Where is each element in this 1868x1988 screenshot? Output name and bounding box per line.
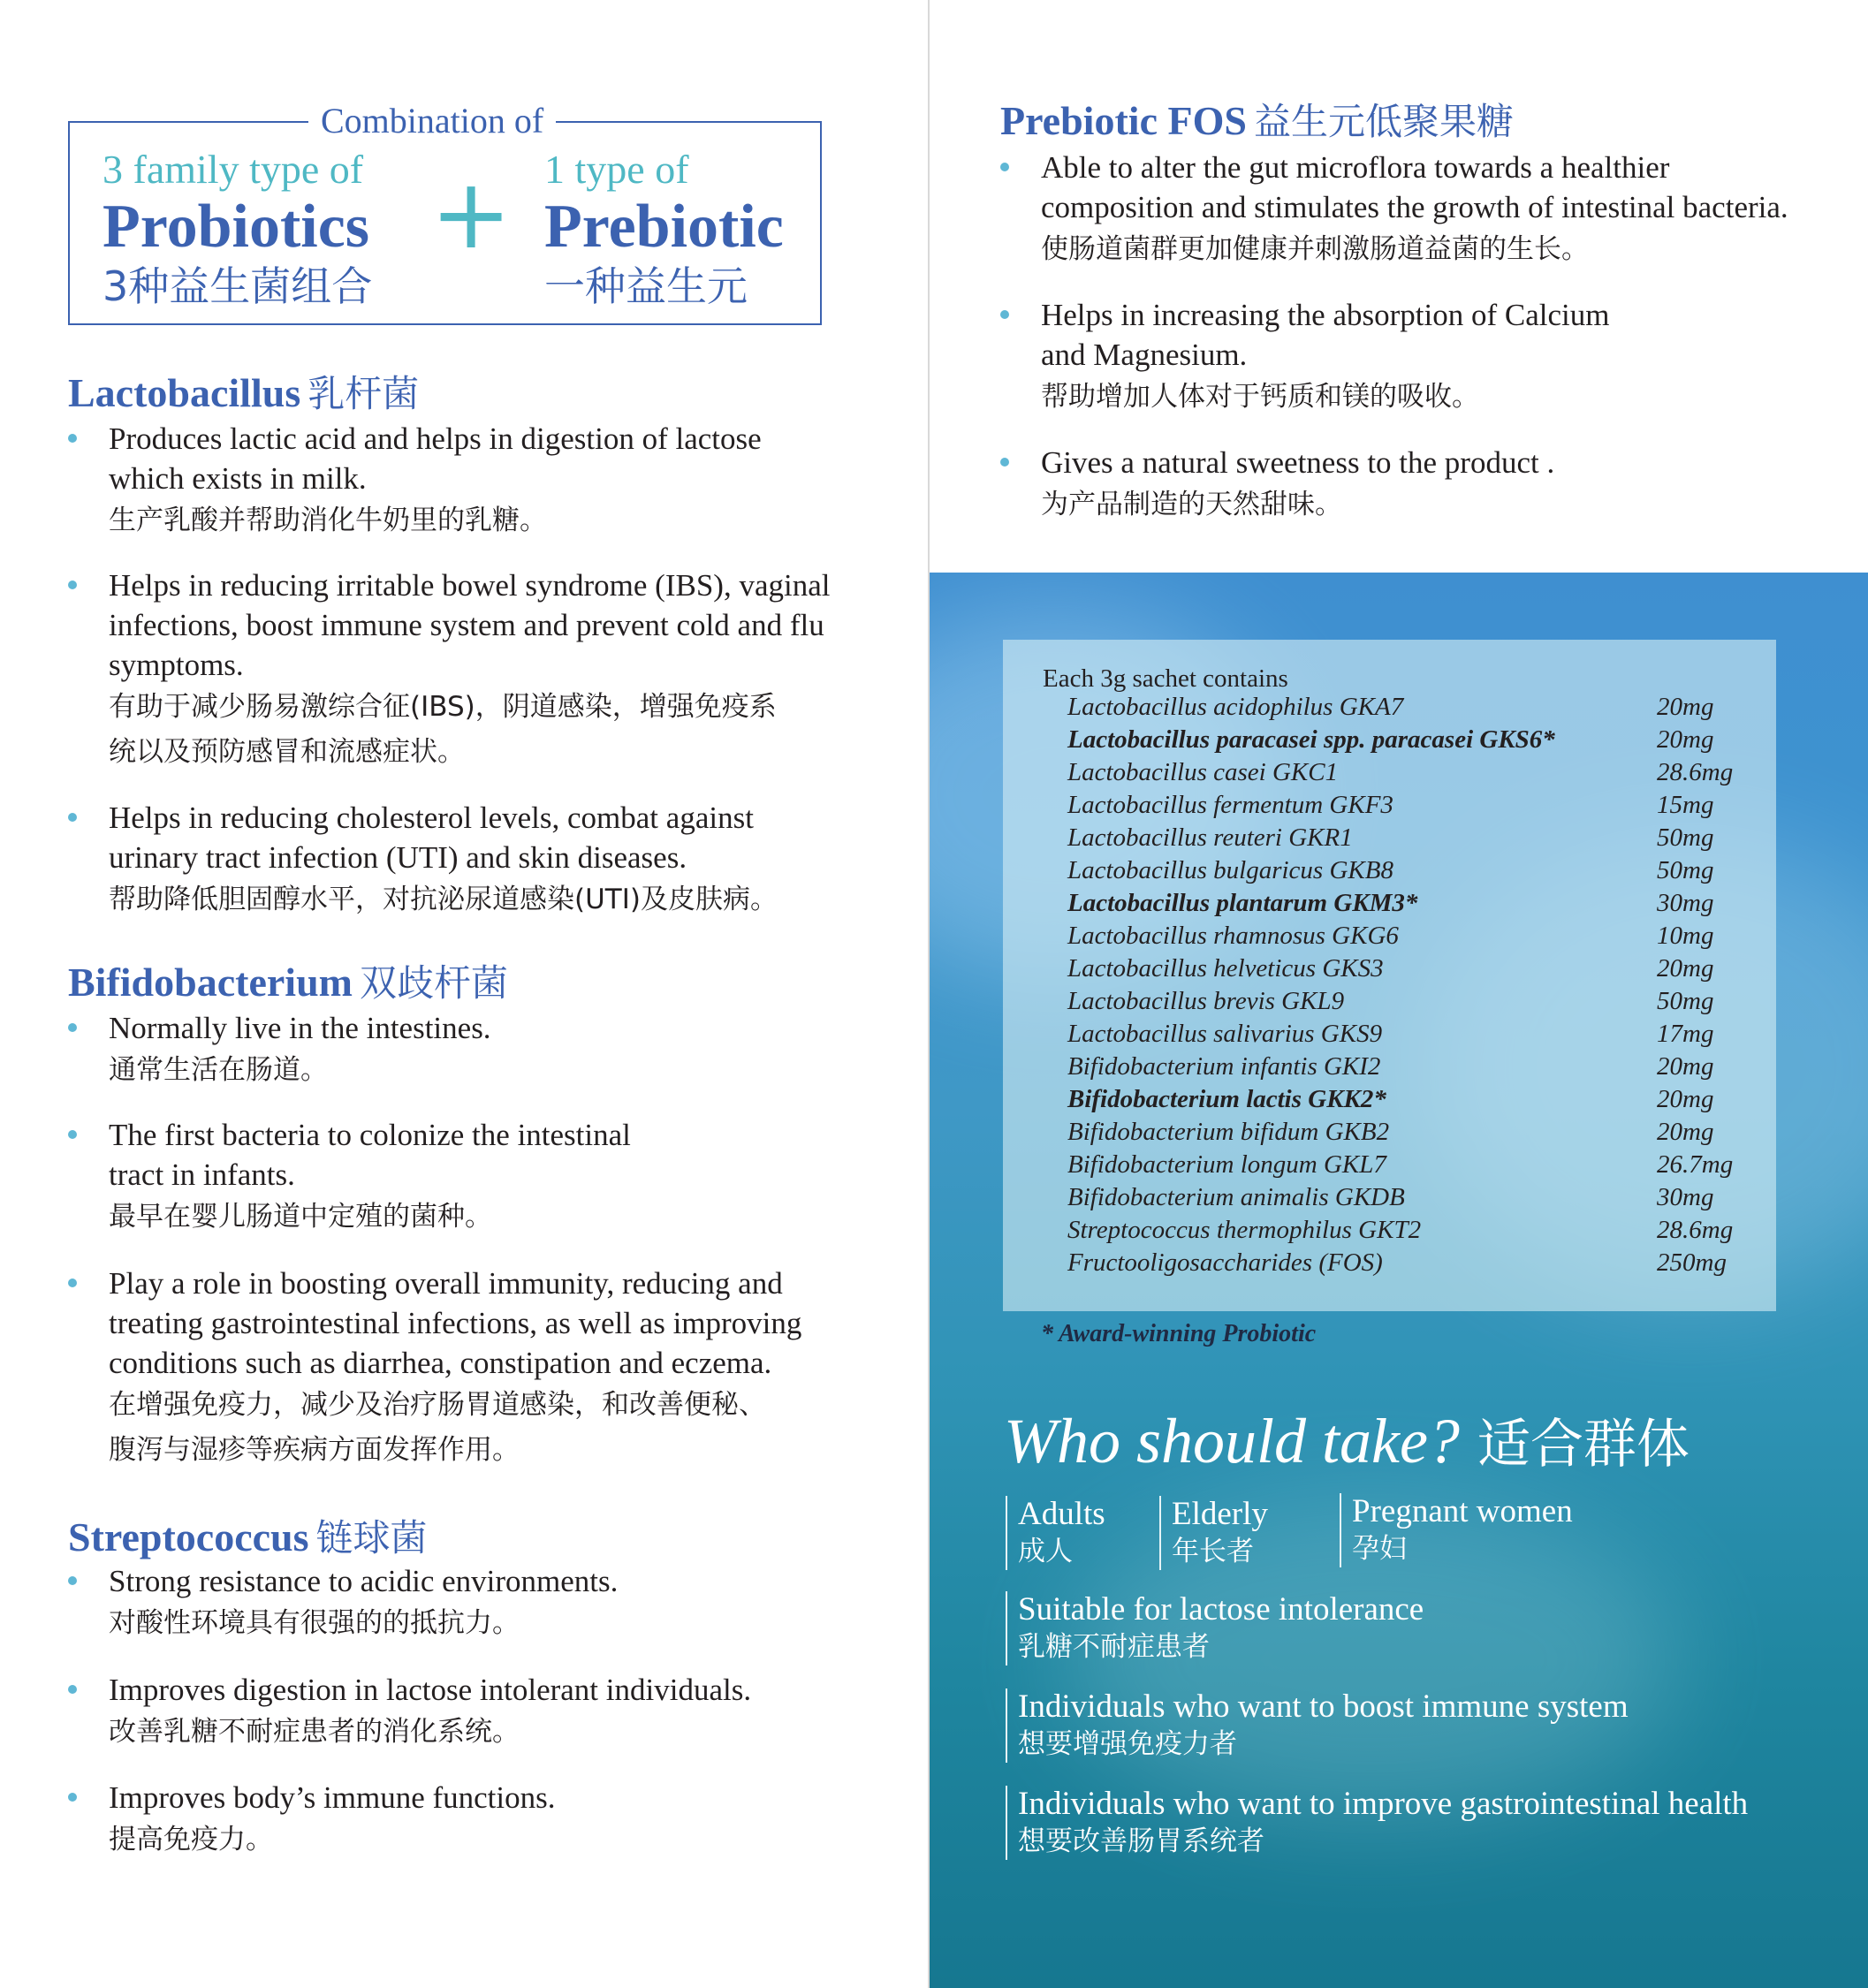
prebiotic-heading: Prebiotic: [544, 193, 784, 261]
ingredient-name: Bifidobacterium infantis GKI2: [1067, 1052, 1381, 1081]
bullet-text: Produces lactic acid and helps in digestion of lactose: [109, 421, 762, 456]
bullet-text: infections, boost immune system and prevent cold and flu: [109, 608, 824, 642]
group-lactose-intolerance: [1006, 1591, 1424, 1666]
ingredient-name: Lactobacillus reuteri GKR1: [1067, 823, 1353, 852]
lactobacillus-title: [68, 369, 419, 418]
table-row: [1067, 887, 1757, 920]
who-title-en: Who should take?: [1004, 1406, 1460, 1476]
probiotics-heading-cn: 3种益生菌组合: [103, 262, 373, 310]
table-row: [1067, 1051, 1757, 1083]
bifidobacterium-bullet-1: [109, 1008, 491, 1093]
ingredient-name: Lactobacillus fermentum GKF3: [1067, 791, 1393, 819]
who-title-cn: 适合群体: [1477, 1414, 1690, 1476]
group-label-cn: 孕妇: [1352, 1533, 1407, 1565]
bifidobacterium-bullet-2: [109, 1115, 631, 1240]
prebiotic-fos-bullet-3: [1041, 443, 1554, 527]
bullet-text-cn: 使肠道菌群更加健康并刺激肠道益菌的生长。: [1041, 233, 1589, 265]
bullet-dot-icon: [68, 1576, 77, 1585]
lactobacillus-bullet-2: [109, 565, 830, 775]
prebiotic-heading-cn: 一种益生元: [544, 262, 748, 310]
streptococcus-title-cn: 链球菌: [315, 1516, 428, 1559]
bullet-text: symptoms.: [109, 648, 244, 682]
bullet-text: Strong resistance to acidic environments.: [109, 1564, 619, 1598]
bullet-text: urinary tract infection (UTI) and skin diseases.: [109, 840, 687, 875]
bullet-dot-icon: [68, 1130, 77, 1139]
bullet-dot-icon: [68, 434, 77, 443]
probiotics-block: [103, 148, 372, 310]
ingredient-amount: 50mg: [1657, 856, 1714, 884]
prebiotic-subtitle: 1 type of: [544, 147, 689, 192]
bullet-text: treating gastrointestinal infections, as well as improving: [109, 1306, 802, 1340]
group-label: Pregnant women: [1352, 1493, 1573, 1529]
table-row: [1067, 1018, 1757, 1051]
ingredient-name: Lactobacillus helveticus GKS3: [1067, 954, 1384, 983]
bullet-text: and Magnesium.: [1041, 338, 1248, 372]
group-label-cn: 想要增强免疫力者: [1018, 1728, 1237, 1760]
lactobacillus-bullet-3: [109, 798, 778, 922]
bullet-text: Improves digestion in lactose intolerant individuals.: [109, 1673, 752, 1707]
ingredient-name: Bifidobacterium bifidum GKB2: [1067, 1118, 1390, 1146]
ingredient-name: Lactobacillus salivarius GKS9: [1067, 1020, 1383, 1048]
bullet-text-cn: 统以及预防感冒和流感症状。: [109, 736, 465, 768]
group-label-cn: 想要改善肠胃系统者: [1018, 1825, 1264, 1857]
bullet-text: conditions such as diarrhea, constipation and eczema.: [109, 1346, 772, 1380]
who-should-take-title: [1004, 1403, 1690, 1483]
ingredient-amount: 250mg: [1657, 1248, 1727, 1277]
table-row: [1067, 756, 1757, 789]
ingredient-amount: 50mg: [1657, 987, 1714, 1015]
bullet-dot-icon: [68, 1793, 77, 1802]
bullet-text-cn: 提高免疫力。: [109, 1824, 273, 1855]
ingredients-table: [1003, 640, 1776, 1311]
bullet-text-cn: 帮助增加人体对于钙质和镁的吸收。: [1041, 381, 1479, 413]
bullet-text: The first bacteria to colonize the intestinal: [109, 1118, 631, 1152]
ingredient-amount: 28.6mg: [1657, 758, 1734, 786]
prebiotic-fos-title: [1000, 97, 1514, 146]
table-row: [1067, 1083, 1757, 1116]
right-column: [930, 0, 1868, 1988]
bullet-text-cn: 为产品制造的天然甜味。: [1041, 489, 1342, 520]
bullet-text-cn: 有助于减少肠易激综合征(IBS)，阴道感染，增强免疫系: [109, 691, 777, 723]
bullet-text-cn: 腹泻与湿疹等疾病方面发挥作用。: [109, 1434, 520, 1466]
bullet-dot-icon: [1000, 163, 1009, 171]
bullet-text-cn: 改善乳糖不耐症患者的消化系统。: [109, 1716, 520, 1748]
bullet-text-cn: 在增强免疫力，减少及治疗肠胃道感染，和改善便秘、: [109, 1389, 766, 1421]
bullet-dot-icon: [68, 1023, 77, 1032]
bifidobacterium-title: [68, 959, 508, 1007]
bullet-dot-icon: [68, 1685, 77, 1694]
bifidobacterium-title-cn: 双歧杆菌: [359, 961, 508, 1005]
combination-caption: Combination of: [308, 100, 556, 142]
group-gastrointestinal-health: [1006, 1786, 1748, 1860]
bullet-dot-icon: [68, 813, 77, 822]
lactobacillus-title-en: Lactobacillus: [68, 370, 301, 415]
prebiotic-fos-bullet-2: [1041, 295, 1609, 420]
bullet-dot-icon: [68, 580, 77, 589]
table-row: [1067, 1214, 1757, 1247]
streptococcus-bullet-2: [109, 1670, 751, 1755]
bullet-text-cn: 通常生活在肠道。: [109, 1054, 328, 1086]
probiotics-heading: Probiotics: [103, 193, 370, 261]
bullet-text-cn: 对酸性环境具有很强的的抵抗力。: [109, 1607, 520, 1639]
table-row: [1067, 952, 1757, 985]
group-label: Suitable for lactose intolerance: [1018, 1591, 1424, 1628]
streptococcus-section: [68, 1514, 428, 1562]
table-row: [1067, 789, 1757, 822]
ingredient-amount: 30mg: [1657, 1183, 1714, 1211]
ingredient-name: Bifidobacterium longum GKL7: [1067, 1150, 1386, 1179]
ingredient-name: Lactobacillus plantarum GKM3*: [1067, 889, 1418, 917]
streptococcus-bullet-3: [109, 1778, 556, 1863]
plus-icon: +: [430, 157, 513, 270]
bifidobacterium-bullet-3: [109, 1263, 801, 1473]
bullet-dot-icon: [1000, 310, 1009, 319]
group-label: Adults: [1018, 1496, 1105, 1532]
group-label: Elderly: [1172, 1496, 1268, 1532]
ingredient-amount: 20mg: [1657, 693, 1714, 721]
ingredient-name: Bifidobacterium animalis GKDB: [1067, 1183, 1405, 1211]
ingredient-name: Lactobacillus bulgaricus GKB8: [1067, 856, 1393, 884]
lactobacillus-bullet-1: [109, 419, 762, 543]
ingredient-amount: 30mg: [1657, 889, 1714, 917]
group-label-cn: 年长者: [1172, 1536, 1254, 1567]
bullet-text: composition and stimulates the growth of intestinal bacteria.: [1041, 190, 1788, 224]
group-pregnant-women: [1340, 1493, 1573, 1567]
bullet-text: Improves body’s immune functions.: [109, 1780, 556, 1815]
ingredient-name: Bifidobacterium lactis GKK2*: [1067, 1085, 1386, 1113]
bullet-dot-icon: [68, 1279, 77, 1287]
table-row: [1067, 724, 1757, 756]
ingredient-amount: 20mg: [1657, 1052, 1714, 1081]
ingredient-name: Lactobacillus brevis GKL9: [1067, 987, 1345, 1015]
prebiotic-block: [544, 148, 784, 310]
bullet-text: Gives a natural sweetness to the product .: [1041, 445, 1555, 480]
table-row: [1067, 1149, 1757, 1181]
bullet-text: Helps in reducing irritable bowel syndrome (IBS), vaginal: [109, 568, 831, 603]
ingredient-amount: 26.7mg: [1657, 1150, 1734, 1179]
prebiotic-fos-title-cn: 益生元低聚果糖: [1253, 100, 1514, 143]
ingredient-amount: 20mg: [1657, 954, 1714, 983]
group-label-cn: 乳糖不耐症患者: [1018, 1631, 1210, 1663]
ingredient-name: Fructooligosaccharides (FOS): [1067, 1248, 1383, 1277]
table-row: [1067, 985, 1757, 1018]
table-row: [1067, 691, 1757, 724]
bullet-text: Able to alter the gut microflora towards a healthier: [1041, 150, 1670, 185]
ingredients-panel: [930, 573, 1868, 1988]
group-label-cn: 成人: [1018, 1536, 1073, 1567]
bullet-dot-icon: [1000, 458, 1009, 467]
streptococcus-bullet-1: [109, 1561, 618, 1646]
group-label: Individuals who want to boost immune system: [1018, 1688, 1629, 1725]
group-elderly: [1159, 1496, 1268, 1570]
ingredient-amount: 50mg: [1657, 823, 1714, 852]
ingredient-name: Lactobacillus rhamnosus GKG6: [1067, 922, 1399, 950]
bullet-text: which exists in milk.: [109, 461, 367, 496]
streptococcus-title-en: Streptococcus: [68, 1514, 309, 1559]
ingredient-name: Streptococcus thermophilus GKT2: [1067, 1216, 1422, 1244]
table-row: [1067, 1116, 1757, 1149]
lactobacillus-section: [68, 369, 419, 418]
bullet-text: Helps in reducing cholesterol levels, combat against: [109, 801, 754, 835]
table-heading: Each 3g sachet contains: [1043, 664, 1288, 693]
ingredient-amount: 28.6mg: [1657, 1216, 1734, 1244]
left-column: [0, 0, 928, 1988]
bullet-text-cn: 最早在婴儿肠道中定殖的菌种。: [109, 1201, 492, 1233]
streptococcus-title: [68, 1514, 428, 1562]
table-row: [1067, 920, 1757, 952]
bullet-text-cn: 生产乳酸并帮助消化牛奶里的乳糖。: [109, 505, 547, 536]
bullet-text-cn: 帮助降低胆固醇水平，对抗泌尿道感染(UTI)及皮肤病。: [109, 884, 778, 915]
table-row: [1067, 1181, 1757, 1214]
lactobacillus-title-cn: 乳杆菌: [308, 372, 420, 415]
ingredient-amount: 20mg: [1657, 1118, 1714, 1146]
bifidobacterium-title-en: Bifidobacterium: [68, 960, 353, 1005]
prebiotic-fos-panel: [930, 0, 1868, 573]
group-adults: [1006, 1496, 1105, 1570]
prebiotic-fos-title-en: Prebiotic FOS: [1000, 98, 1247, 143]
ingredient-amount: 10mg: [1657, 922, 1714, 950]
ingredient-name: Lactobacillus casei GKC1: [1067, 758, 1339, 786]
table-row: [1067, 854, 1757, 887]
bifidobacterium-section: [68, 959, 508, 1007]
combination-box: [68, 101, 822, 325]
table-row: [1067, 822, 1757, 854]
award-note: * Award-winning Probiotic: [1041, 1320, 1317, 1347]
ingredient-amount: 20mg: [1657, 725, 1714, 754]
group-immune-system: [1006, 1688, 1629, 1763]
bullet-text: Normally live in the intestines.: [109, 1011, 491, 1045]
ingredient-amount: 20mg: [1657, 1085, 1714, 1113]
prebiotic-fos-section: [1000, 97, 1514, 146]
bullet-text: Helps in increasing the absorption of Calcium: [1041, 298, 1610, 332]
ingredient-name: Lactobacillus paracasei spp. paracasei GKS6*: [1067, 725, 1555, 754]
table-row: [1067, 1247, 1757, 1279]
group-label: Individuals who want to improve gastrointestinal health: [1018, 1786, 1749, 1822]
bullet-text: Play a role in boosting overall immunity, reducing and: [109, 1266, 783, 1301]
probiotics-subtitle: 3 family type of: [103, 147, 364, 192]
ingredient-amount: 15mg: [1657, 791, 1714, 819]
prebiotic-fos-bullet-1: [1041, 148, 1788, 272]
bullet-text: tract in infants.: [109, 1157, 295, 1192]
ingredient-amount: 17mg: [1657, 1020, 1714, 1048]
ingredient-name: Lactobacillus acidophilus GKA7: [1067, 693, 1404, 721]
